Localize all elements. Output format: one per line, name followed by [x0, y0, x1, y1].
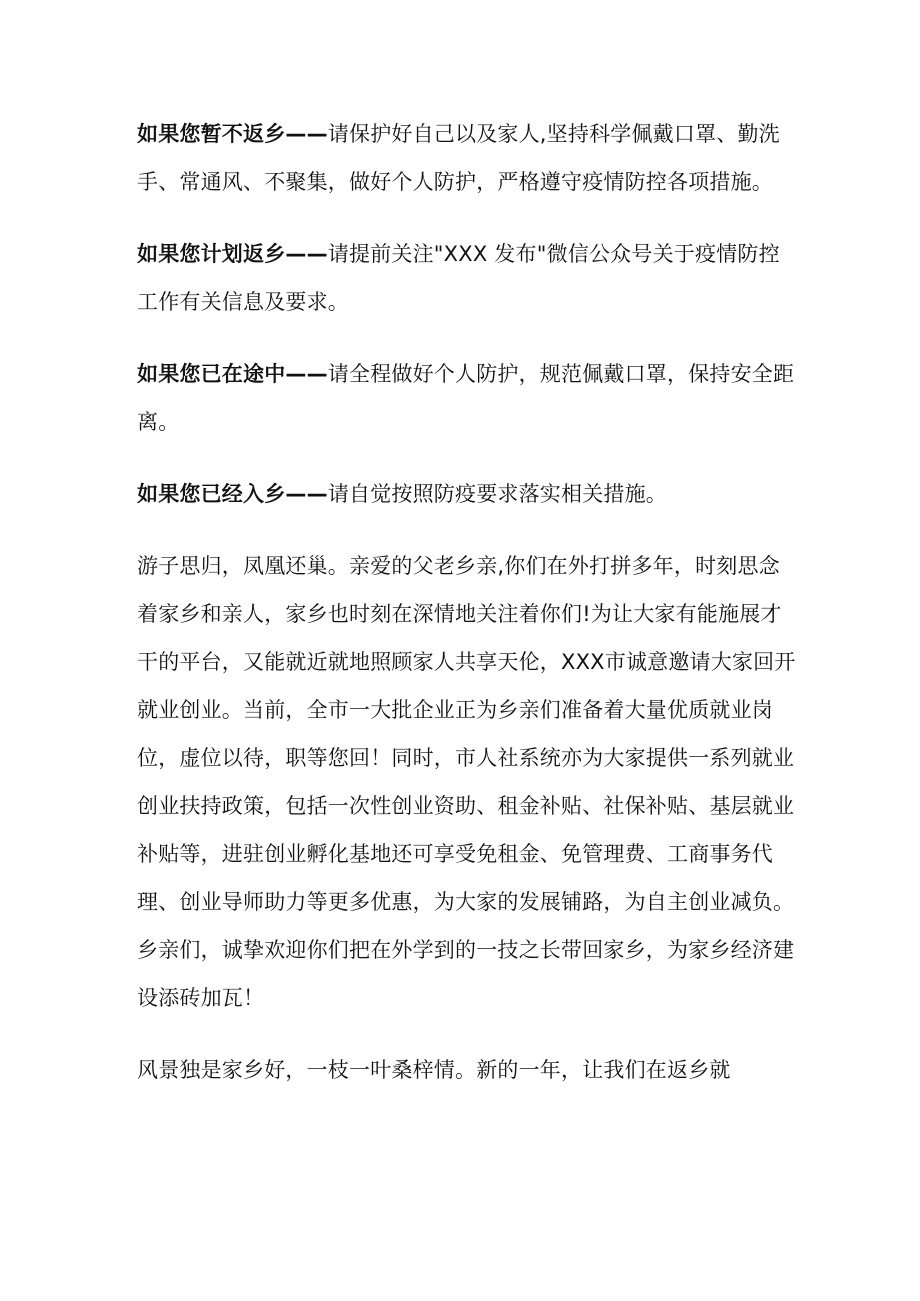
- paragraph-text: 风景独是家乡好，一枝一叶桑梓情。新的一年，让我们在返乡就: [137, 1058, 731, 1082]
- paragraph-text: 请全程做好个人防护，规范佩戴口罩，保持安全距离。: [137, 362, 795, 434]
- document-body: [137, 110, 797, 1118]
- paragraph-text: 游子思归，凤凰还巢。亲爱的父老乡亲,你们在外打拼多年，时刻思念着家乡和亲人，家乡也时刻在深情地关注着你们!为让大家有能施展才干的平台，又能就近就地照顾家人共享天伦，XXX市诚意邀请大家回开就业创业。当前，全市一大批企业正为乡亲们准备着大量优质就业岗位，虚位以待，职等您回！同时，市人社系统亦为大家提供一系列就业创业扶持政策，包括一次性创业资助、租金补贴、社保补贴、基层就业补贴等，进驻创业孵化基地还可享受免租金、免管理费、工商事务代理、创业导师助力等更多优惠，为大家的发展铺路，为自主创业减负。乡亲们，诚挚欢迎你们把在外学到的一技之长带回家乡，为家乡经济建设添砖加瓦！: [137, 554, 796, 1010]
- paragraph-lead: 如果您已在途中——: [137, 362, 328, 386]
- paragraph-lead: 如果您已经入乡——: [137, 482, 328, 506]
- paragraph-arrived: [137, 470, 797, 518]
- paragraph-closing: [137, 1046, 797, 1094]
- paragraph-not-returning: [137, 110, 797, 206]
- paragraph-invitation: [137, 542, 797, 1022]
- paragraph-planning-return: [137, 230, 797, 326]
- paragraph-lead: 如果您计划返乡——: [137, 242, 328, 266]
- paragraph-lead: 如果您暂不返乡——: [137, 122, 328, 146]
- paragraph-text: 请自觉按照防疫要求落实相关措施。: [327, 482, 668, 506]
- paragraph-text: 请保护好自己以及家人,坚持科学佩戴口罩、勤洗手、常通风、不聚集，做好个人防护，严格遵守疫情防控各项措施。: [137, 122, 780, 194]
- paragraph-text: 请提前关注"XXX 发布"微信公众号关于疫情防控工作有关信息及要求。: [137, 242, 780, 314]
- paragraph-in-transit: [137, 350, 797, 446]
